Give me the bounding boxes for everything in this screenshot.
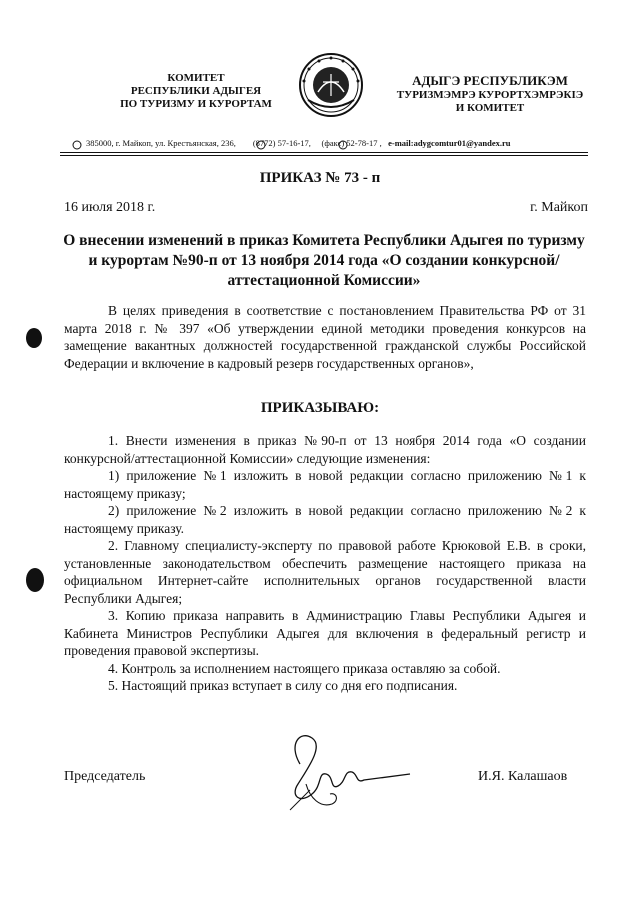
order-date: 16 июля 2018 г. — [64, 200, 156, 215]
punch-hole-icon — [338, 138, 348, 150]
fax: (факс) 52-78-17 , — [321, 138, 382, 148]
preamble: В целях приведения в соответствие с постановлением Правительства РФ от 31 марта 2018 г. № 397 «Об утверждении единой методики проведения конкурсов на замещение вакантных должностей государственной гражданской службы Российской Федерации и включение в кадровый резерв государственных органов», — [64, 303, 586, 371]
list-item: 3. Копию приказа направить в Администрацию Главы Республики Адыгея и Кабинета Министров Республики Адыгея для включения в федеральный регистр и проведения правовой экспертизы. — [64, 608, 586, 658]
order-items — [64, 432, 586, 695]
list-item: 4. Контроль за исполнением настоящего приказа оставляю за собой. — [108, 660, 501, 676]
binder-hole-mark — [26, 328, 42, 348]
committee-name-russian: КОМИТЕТ РЕСПУБЛИКИ АДЫГЕЯ ПО ТУРИЗМУ И КУРОРТАМ — [120, 72, 272, 110]
list-item: 1) приложение №1 изложить в новой редакции согласно приложению №1 к настоящему приказу; — [64, 468, 586, 501]
orders-heading: ПРИКАЗЫВАЮ: — [260, 400, 380, 416]
address: 385000, г. Майкоп, ул. Крестьянская, 236, — [86, 138, 236, 148]
list-item: 5. Настоящий приказ вступает в силу со дня его подписания. — [108, 678, 458, 693]
punch-hole-icon — [256, 138, 266, 150]
header-divider — [60, 152, 588, 153]
order-subject: О внесении изменений в приказ Комитета Республики Адыгея по туризму и курортам №90-п от 13 ноября 2014 года «О создании конкурсной/аттестационной Комиссии» — [63, 232, 585, 289]
coat-of-arms-icon — [298, 52, 364, 118]
list-item: 1. Внести изменения в приказ №90-п от 13 ноября 2014 года «О создании конкурсной/аттестационной Комиссии» следующие изменения: — [64, 433, 586, 466]
signatory-name: И.Я. Калашаов — [478, 769, 568, 784]
order-title: ПРИКАЗ № 73 - п — [259, 170, 381, 186]
email: e-mail:adygcomtur01@yandex.ru — [388, 138, 511, 148]
list-item: 2. Главному специалисту-эксперту по правовой работе Крюковой Е.В. в сроки, установленные законодательством обеспечить размещение настоящего приказа на официальном Интернет-сайте исполнительных органов государственной власти Республики Адыгея; — [64, 538, 586, 606]
signatory-position: Председатель — [64, 769, 146, 784]
committee-name-adyghe: АДЫГЭ РЕСПУБЛИКЭМ ТУРИЗМЭМРЭ КУРОРТХЭМРЭКІЭ И КОМИТЕТ — [396, 73, 584, 114]
phone: (8772) 57-16-17, — [252, 138, 311, 148]
binder-hole-mark — [26, 568, 44, 592]
list-item: 2) приложение №2 изложить в новой редакции согласно приложению №2 к настоящему приказу. — [64, 503, 586, 536]
header-divider-thin — [60, 155, 588, 156]
handwritten-signature — [260, 724, 430, 820]
punch-hole-icon — [72, 138, 82, 150]
order-city: г. Майкоп — [530, 200, 588, 215]
